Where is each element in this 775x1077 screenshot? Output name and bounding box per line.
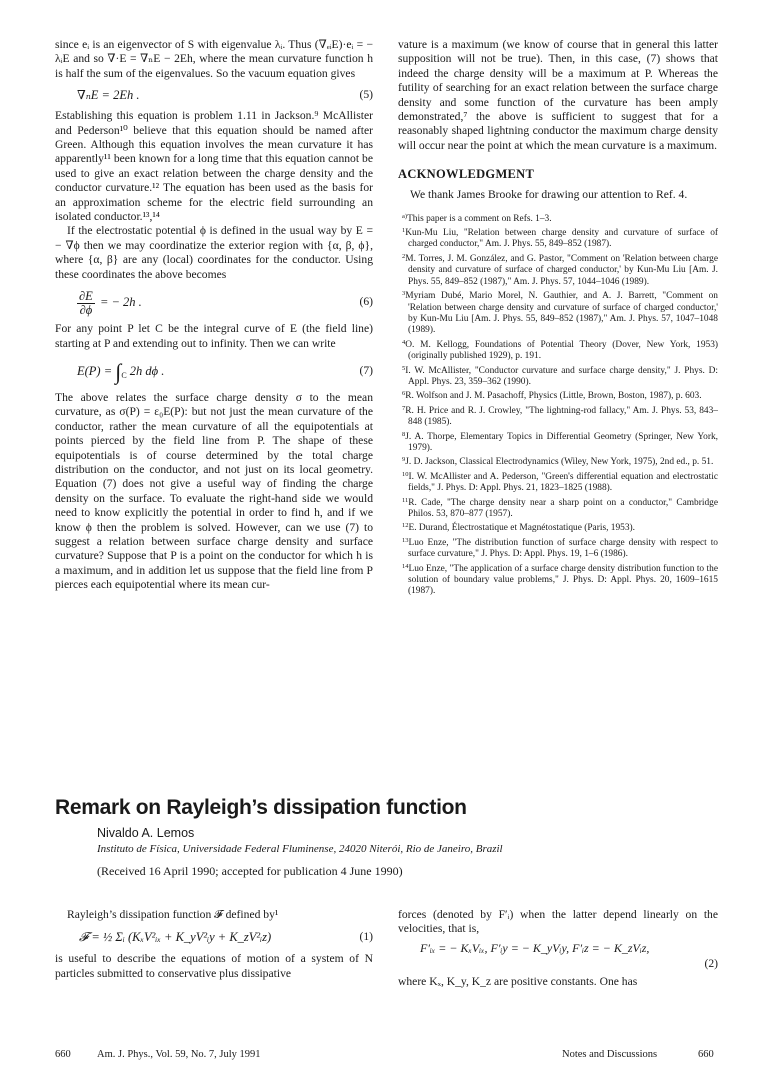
reference-text: J. D. Jackson, Classical Electrodynamics (Wiley, New York, 1975), 2nd ed., p. 51.: [405, 457, 714, 468]
acknowledgment-text: We thank James Brooke for drawing our attention to Ref. 4.: [410, 188, 688, 202]
reference-number: 12: [402, 522, 409, 530]
reference-item: [398, 288, 718, 337]
reference-item: [398, 403, 718, 429]
paragraph: If the electrostatic potential ϕ is defined in the usual way by E = − ∇ϕ then we may coordinatize the exterior region with {α, β, ϕ}, where {α, β} are any (local) coordinates for the conductor. Using these coordinates the above becomes: [55, 224, 373, 281]
reference-item: [398, 469, 718, 495]
left-column: [55, 38, 373, 593]
reference-item: [398, 388, 718, 402]
equation-rhs: 2h dϕ .: [129, 363, 165, 378]
reference-text: E. Durand, Électrostatique et Magnétostatique (Paris, 1953).: [408, 523, 636, 534]
reference-text: I. W. McAllister, "Conductor curvature and surface charge density," J. Phys. D: Appl. Phys. 23, 359–362 (1990).: [405, 365, 718, 387]
reference-text: M. Torres, J. M. González, and G. Pastor, "Comment on 'Relation between charge density and curvature of surface of charged conductor,' by Kun-Mu Liu [Am. J. Phys. 55, 849–852 (1987)," Am. J. Phys. 57, 1044–1046 (1989).: [405, 253, 718, 287]
equation-5: [55, 84, 373, 106]
equation-rhs: = − 2h .: [99, 295, 142, 310]
equation-number: (2): [704, 956, 718, 970]
reference-number: 3: [402, 290, 406, 298]
equation-lhs: E(P) =: [77, 363, 113, 378]
reference-text: O. M. Kellogg, Foundations of Potential Theory (Dover, New York, 1953) (originally published 1929), p. 191.: [405, 339, 718, 362]
page-number-right: 660: [698, 1049, 714, 1060]
author-name: Nivaldo A. Lemos: [97, 826, 195, 840]
reference-text: R. Wolfson and J. M. Pasachoff, Physics (Little, Brown, Boston, 1987), p. 603.: [405, 391, 702, 402]
article-left-column: [55, 908, 373, 981]
reference-number: 10: [402, 470, 409, 478]
reference-text: Luo Enze, "The distribution function of surface charge density with respect to surface curvature," J. Phys. D: Appl. Phys. 19, 1–6 (1986).: [408, 537, 718, 560]
paragraph: The above relates the surface charge density σ to the mean curvature, as σ(P) = ε₀E(P): but not just the mean curvature of the conductor, rather the mean curvature of all the equipotentials at points pierced by the field line from P. The shape of these equipotentials is of course determined by the total charge distribution on the conductor, and not just on its local geometry. Equation (7) does not give a useful way of finding the charge density on the surface. To evaluate the right-hand side we would need to know explicitly the potential in order to find h, and if we know ϕ then the problem is solved. However, can we use (7) to suggest a relation between surface charge density and surface curvature? Suppose that P is a point on the conductor for which h is a maximum, and in addition let us suppose that the field line from P pierces each equipotential where its mean cur-: [55, 390, 373, 592]
reference-number: 8: [402, 430, 406, 438]
equation-2: [398, 939, 718, 973]
reference-number: 13: [402, 536, 409, 544]
acknowledgment-heading: ACKNOWLEDGMENT: [398, 167, 535, 182]
equation-expression: [77, 354, 164, 393]
equation-6: [55, 285, 373, 319]
equation-number: (5): [359, 88, 373, 102]
reference-text: Kun-Mu Liu, "Relation between charge density and curvature of surface of charged conductor," Am. J. Phys. 55, 849–852 (1987).: [405, 228, 718, 250]
article-right-column: [398, 908, 718, 989]
article-title: Remark on Rayleigh’s dissipation function: [55, 796, 467, 819]
reference-text: J. A. Thorpe, Elementary Topics in Differential Geometry (Springer, New York, 1979).: [405, 431, 718, 453]
reference-number: 11: [402, 496, 409, 504]
reference-number: 4: [402, 338, 406, 346]
equation-7: [55, 354, 373, 388]
reference-item: [398, 337, 718, 363]
reference-text: R. Cade, "The charge density near a sharp point on a conductor," Cambridge Philos. 53, 870–877 (1957).: [408, 497, 718, 519]
reference-number: 1: [402, 227, 406, 235]
reference-number: 14: [402, 562, 409, 570]
paragraph: Establishing this equation is problem 1.11 in Jackson.⁹ McAllister and Pederson¹⁰ believe that this equation should be named after Green. Although this equation involves the mean curvature it has apparently¹¹ been known for a long time that this equation cannot be used to give an exact relation between the charge density and the conductor curvature.¹² The equation has been used as the basis for an approximation scheme for the electric field surrounding an isolated conductor.¹³,¹⁴: [55, 109, 373, 224]
reference-number: 9: [402, 456, 406, 464]
equation-number: (1): [359, 930, 373, 944]
fraction-denominator: ∂ϕ: [79, 302, 93, 317]
reference-number: 5: [402, 364, 406, 372]
reference-number: 2: [402, 252, 406, 260]
reference-number: 7: [402, 404, 406, 412]
equation-expression: 𝓕 = ½ Σᵢ (KₓV²ᵢₓ + K_yV²ᵢy + K_zV²ᵢz): [79, 930, 272, 945]
equation-number: (7): [359, 363, 373, 377]
equation-number: (6): [359, 295, 373, 309]
integral-lower-limit: C: [121, 370, 127, 380]
reference-text: This paper is a comment on Refs. 1–3.: [407, 213, 552, 224]
equation-1: [55, 924, 373, 950]
reference-item: [398, 251, 718, 288]
fraction: [77, 290, 95, 317]
paragraph: since eᵢ is an eigenvector of S with eigenvalue λᵢ. Thus (∇ₑᵢE)·eᵢ = − λᵢE and so ∇·E = ∇ₙE − 2Eh, where the mean curvature function h is half the sum of the eigenvalues. So the vacuum equation gives: [55, 38, 373, 80]
journal-citation: Am. J. Phys., Vol. 59, No. 7, July 1991: [97, 1049, 261, 1060]
paragraph: For any point P let C be the integral curve of E (the field line) starting at P and extending out to infinity. Then we can write: [55, 322, 373, 350]
reference-item: [398, 535, 718, 561]
reference-item: [398, 561, 718, 598]
reference-item: [398, 363, 718, 389]
paragraph: vature is a maximum (we know of course that in general this latter supposition will not be true). Then, in this case, (7) shows that indeed the charge density will be a maximum at P. Whereas the futility of searching for an exact relation between the surface charge density and some function of the curvature has been amply demonstrated,⁷ the above is sufficient to suggest that for a reasonably shaped lightning conductor the maximum charge density will occur near the point at which the mean curvature is a maximum.: [398, 38, 718, 152]
author-affiliation: Instituto de Física, Universidade Federal Fluminense, 24020 Niterói, Rio de Janeiro, Brazil: [97, 843, 503, 855]
equation-expression: ∇ₙE = 2Eh .: [77, 88, 140, 103]
fraction-numerator: ∂E: [79, 288, 93, 303]
reference-item: [398, 429, 718, 455]
reference-item: [398, 211, 718, 225]
section-name: Notes and Discussions: [562, 1049, 658, 1060]
reference-item: [398, 225, 718, 251]
paragraph: is useful to describe the equations of motion of a system of N particles submitted to conservative plus dissipative: [55, 952, 373, 980]
equation-expression: [77, 285, 142, 319]
references-list: [398, 211, 718, 598]
reference-text: R. H. Price and R. J. Crowley, "The lightning-rod fallacy," Am. J. Phys. 53, 843–848 (1985).: [405, 405, 718, 428]
reference-item: [398, 454, 718, 468]
reference-item: [398, 495, 718, 521]
page-number-left: 660: [55, 1049, 71, 1060]
paragraph: where Kₓ, K_y, K_z are positive constants. One has: [398, 974, 638, 988]
paragraph: Rayleigh’s dissipation function 𝓕 defined by¹: [67, 908, 279, 921]
integral-symbol: ∫: [115, 359, 122, 385]
reference-text: Myriam Dubé, Mario Morel, N. Gauthier, and A. J. Barrett, "Comment on 'Relation between charge density and curvature of surface of charged conductor,' by Kun-Mu Liu [Am. J. Phys. 55, 849–852 (1987)," Am. J. Phys. 57, 1047–1048 (1989).: [405, 291, 718, 336]
reference-text: Luo Enze, "The application of a surface charge density distribution function to the solution of boundary value problems," J. Phys. D: Appl. Phys. 20, 1609–1615 (1987).: [408, 563, 718, 597]
reference-number: 6: [402, 390, 406, 398]
equation-expression: F′ᵢₓ = − KₓVᵢₓ, F′ᵢy = − K_yVᵢy, F′ᵢz = − K_zVᵢz,: [420, 940, 650, 955]
reference-number: a): [402, 212, 408, 220]
reference-item: [398, 520, 718, 534]
right-column: [398, 38, 718, 598]
paragraph: forces (denoted by F′ᵢ) when the latter depend linearly on the velocities, that is,: [398, 908, 718, 936]
reference-text: I. W. McAllister and A. Pederson, "Green's differential equation and electrostatic fields," J. Phys. D: Appl. Phys. 21, 1823–1825 (1988).: [408, 471, 718, 494]
received-date: (Received 16 April 1990; accepted for publication 4 June 1990): [97, 864, 403, 878]
